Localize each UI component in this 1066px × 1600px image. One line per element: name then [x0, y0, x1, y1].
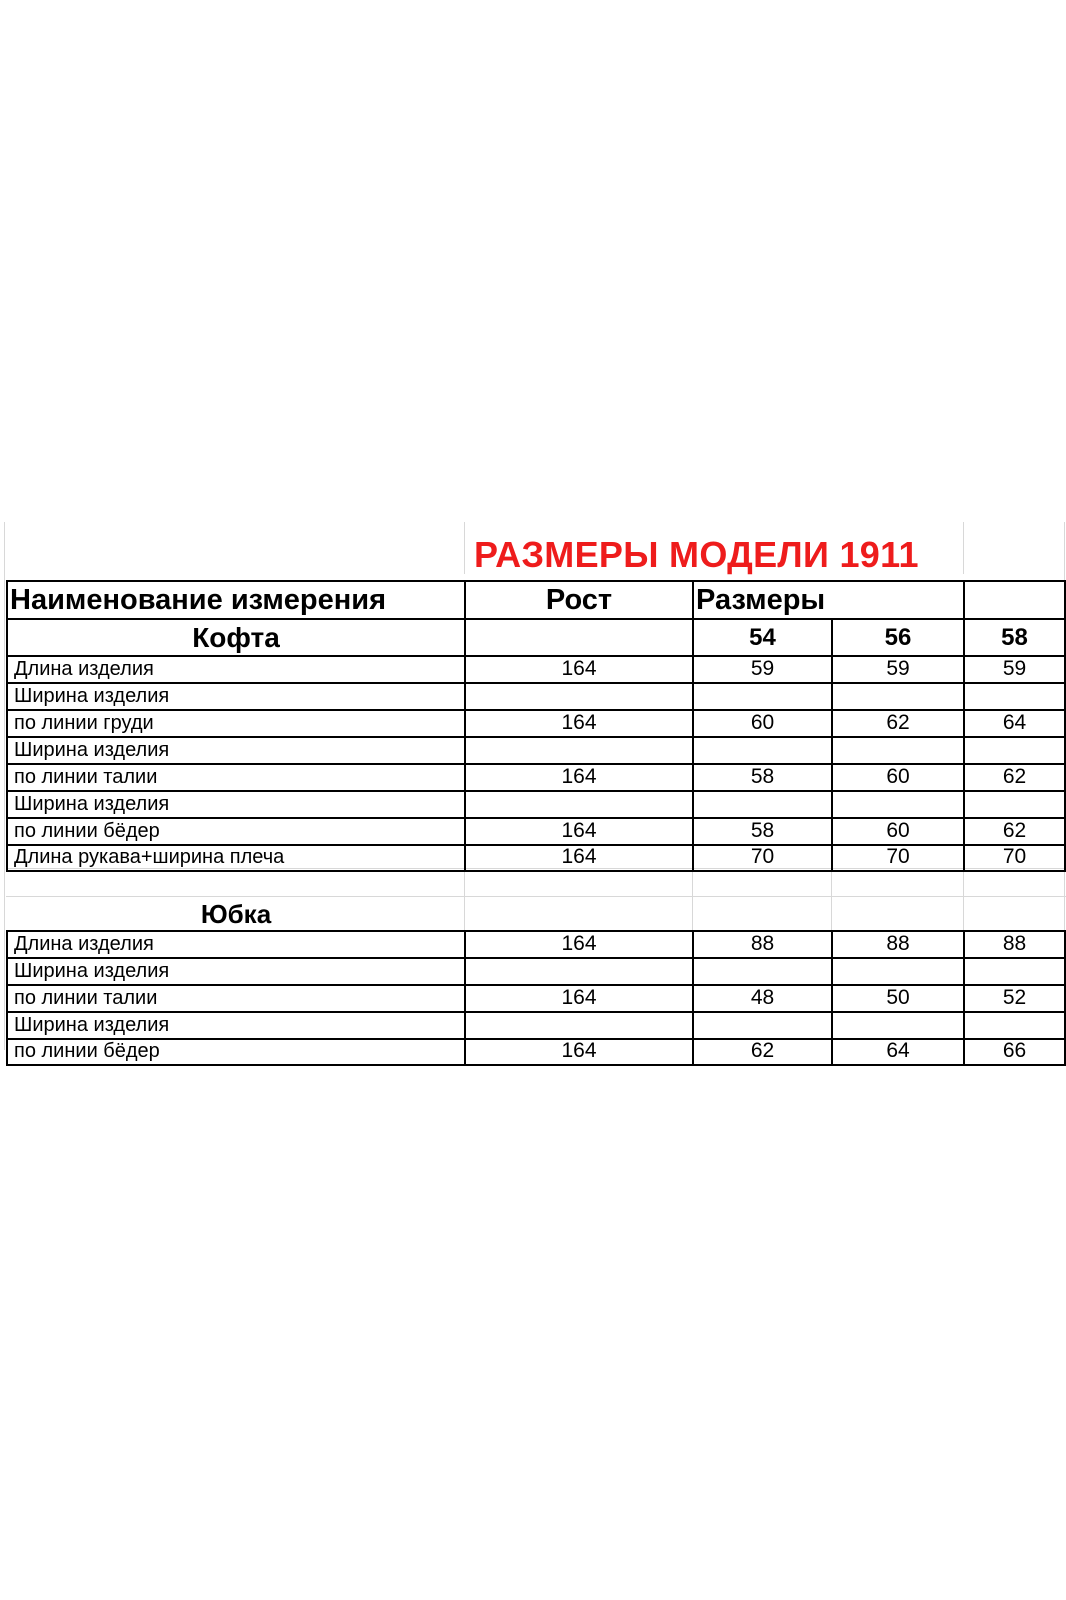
faint-gridline — [963, 870, 964, 930]
row-height: 164 — [561, 932, 597, 955]
row-value-58: 62 — [1002, 819, 1027, 842]
header-height: Рост — [545, 583, 613, 616]
faint-gridline — [692, 870, 693, 930]
grid-line — [6, 1064, 1066, 1066]
row-height: 164 — [561, 846, 597, 868]
row-label: Ширина изделия — [14, 739, 170, 761]
row-height: 164 — [561, 765, 597, 788]
row-value-58: 88 — [1002, 932, 1027, 955]
row-label: Ширина изделия — [14, 793, 170, 815]
header-measurement: Наименование измерения — [10, 583, 387, 616]
size-column-54: 54 — [749, 623, 776, 651]
row-label: по линии груди — [14, 712, 154, 734]
row-label: Ширина изделия — [14, 1014, 170, 1036]
row-label: Длина изделия — [14, 658, 154, 680]
row-value-56: 70 — [886, 846, 910, 868]
row-value-56: 60 — [886, 765, 910, 788]
row-value-54: 88 — [750, 932, 775, 955]
row-height: 164 — [561, 1040, 597, 1062]
row-value-54: 58 — [750, 765, 775, 788]
row-value-54: 70 — [750, 846, 775, 868]
row-value-56: 64 — [886, 1040, 910, 1062]
row-height: 164 — [561, 657, 597, 680]
row-height: 164 — [561, 711, 597, 734]
faint-gridline — [6, 896, 1066, 897]
row-label: по линии талии — [14, 766, 158, 788]
row-value-56: 59 — [886, 657, 910, 680]
row-label: Ширина изделия — [14, 960, 170, 982]
row-label: по линии бёдер — [14, 1040, 160, 1062]
size-column-58: 58 — [1001, 623, 1028, 651]
row-value-58: 59 — [1002, 657, 1027, 680]
row-height: 164 — [561, 819, 597, 842]
section-title-top: Кофта — [192, 621, 280, 653]
row-value-58: 70 — [1002, 846, 1027, 868]
faint-gridline — [464, 870, 465, 930]
faint-gridline — [464, 522, 465, 574]
header-sizes: Размеры — [696, 582, 876, 618]
row-label: Длина рукава+ширина плеча — [14, 846, 285, 868]
row-label: Ширина изделия — [14, 685, 170, 707]
section-title-bottom: Юбка — [200, 898, 272, 929]
grid-line — [6, 870, 1066, 872]
row-value-54: 59 — [750, 657, 775, 680]
size-column-56: 56 — [884, 623, 912, 651]
row-label: по линии талии — [14, 987, 158, 1009]
row-value-54: 58 — [750, 819, 775, 842]
row-value-54: 48 — [750, 986, 775, 1009]
row-value-56: 62 — [886, 711, 910, 734]
row-value-56: 50 — [886, 986, 910, 1009]
row-value-58: 62 — [1002, 765, 1027, 788]
faint-gridline — [4, 522, 5, 1050]
row-height: 164 — [561, 986, 597, 1009]
faint-gridline — [963, 522, 964, 574]
faint-gridline — [831, 870, 832, 930]
row-label: по линии бёдер — [14, 820, 160, 842]
chart-title: РАЗМЕРЫ МОДЕЛИ 1911 — [474, 534, 919, 575]
row-value-58: 64 — [1002, 711, 1027, 734]
row-value-58: 52 — [1002, 986, 1027, 1009]
row-value-56: 60 — [886, 819, 910, 842]
row-value-56: 88 — [886, 932, 910, 955]
row-value-54: 60 — [750, 711, 775, 734]
row-value-58: 66 — [1002, 1040, 1027, 1062]
row-label: Длина изделия — [14, 933, 154, 955]
row-value-54: 62 — [750, 1040, 775, 1062]
